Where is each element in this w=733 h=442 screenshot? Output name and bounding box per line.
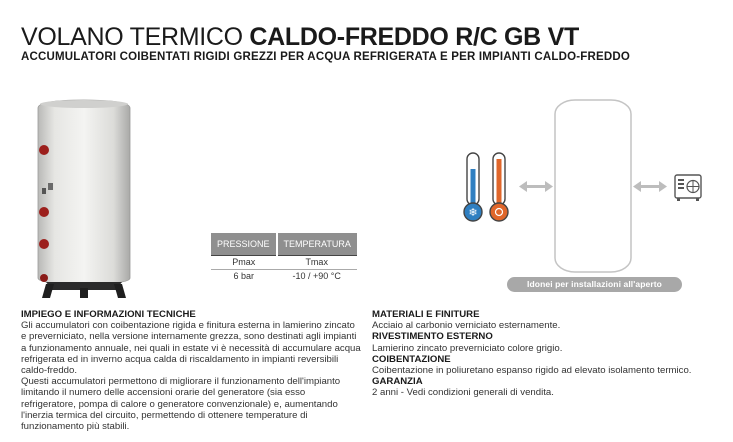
tank-foot-center: [80, 288, 88, 298]
coating-heading: RIVESTIMENTO ESTERNO: [372, 331, 493, 343]
insulation-heading: COIBENTAZIONE: [372, 353, 451, 365]
title-bold: CALDO-FREDDO R/C GB VT: [249, 23, 579, 51]
tank-port-icon: [39, 145, 49, 155]
spec-table: [211, 233, 357, 283]
warranty-heading: GARANZIA: [372, 376, 423, 388]
tank-sensor-icon: [42, 188, 46, 194]
spec-table-units-row: [211, 256, 357, 270]
tank-port-icon: [39, 207, 49, 217]
double-arrow-icon: [519, 181, 553, 192]
spec-table-header-row: [211, 233, 357, 256]
page-title: [21, 22, 579, 52]
spec-header-pressure: PRESSIONE: [211, 233, 277, 256]
thermometer-cold-icon: [464, 153, 482, 221]
materials-text: Acciaio al carbonio verniciato esternamente.: [372, 320, 561, 332]
svg-text:❄: ❄: [468, 206, 478, 219]
coating-text: Lamierino zincato preverniciato colore grigio.: [372, 342, 563, 354]
page-subtitle: ACCUMULATORI COIBENTATI RIGIDI GREZZI PER ACQUA REFRIGERATA E PER IMPIANTI CALDO-FREDDO: [21, 51, 630, 63]
technical-info-heading: IMPIEGO E INFORMAZIONI TECNICHE: [21, 309, 196, 320]
double-arrow-icon: [633, 181, 667, 192]
caldo-freddo-diagram: [455, 97, 715, 277]
tank-foot-left: [42, 284, 54, 298]
spec-unit-temperature: Tmax: [277, 256, 357, 270]
title-light: VOLANO TERMICO: [21, 23, 243, 51]
spec-value-pressure: 6 bar: [233, 271, 255, 281]
spec-header-temperature: TEMPERATURA: [277, 233, 357, 256]
technical-info-column: [21, 309, 361, 432]
tank-top-cap: [40, 100, 128, 108]
spec-unit-pressure: Pmax: [211, 256, 277, 270]
technical-info-paragraph-1: Gli accumulatori con coibentazione rigida e finitura esterna in lamierino zincato e preverniciato, nella versione internamente grezza, sono destinati agli impianti a funzionamento annuale, nei quali in estate vi è necessità di accumulare acqua refrigerata ed in inverno acqua calda di riscaldamento in impianti reversibili caldo-freddo.: [21, 320, 361, 377]
tank-product-image: [24, 98, 144, 300]
outdoor-installation-badge: Idonei per installazioni all'aperto: [507, 277, 682, 292]
spec-value-temperature: -10 / +90 °C: [292, 271, 341, 281]
thermometer-hot-icon: [490, 153, 508, 221]
heat-pump-icon: [675, 175, 701, 201]
materials-column: [372, 309, 712, 399]
technical-info-paragraph-2: Questi accumulatori permettono di migliorare il funzionamento dell'impianto limitando il numero delle accensioni orarie del generatore (sia esso refrigeratore, pompa di calore o generatore convenzionale) e, aumentando l'inerzia termica del circuito, permettendo di ottenere temperature di funzionamento più stabili.: [21, 376, 341, 433]
tank-foot-right: [114, 284, 126, 298]
insulation-text: Coibentazione in poliuretano espanso rigido ad elevato isolamento termico.: [372, 365, 692, 377]
tank-label-icon: [48, 183, 53, 190]
tank-outline: [555, 100, 631, 272]
spec-table-values-row: [211, 270, 357, 284]
materials-heading: MATERIALI E FINITURE: [372, 309, 480, 320]
tank-port-icon: [40, 274, 48, 282]
tank-shell: [38, 100, 130, 284]
warranty-text: 2 anni - Vedi condizioni generali di vendita.: [372, 387, 554, 399]
tank-port-icon: [39, 239, 49, 249]
